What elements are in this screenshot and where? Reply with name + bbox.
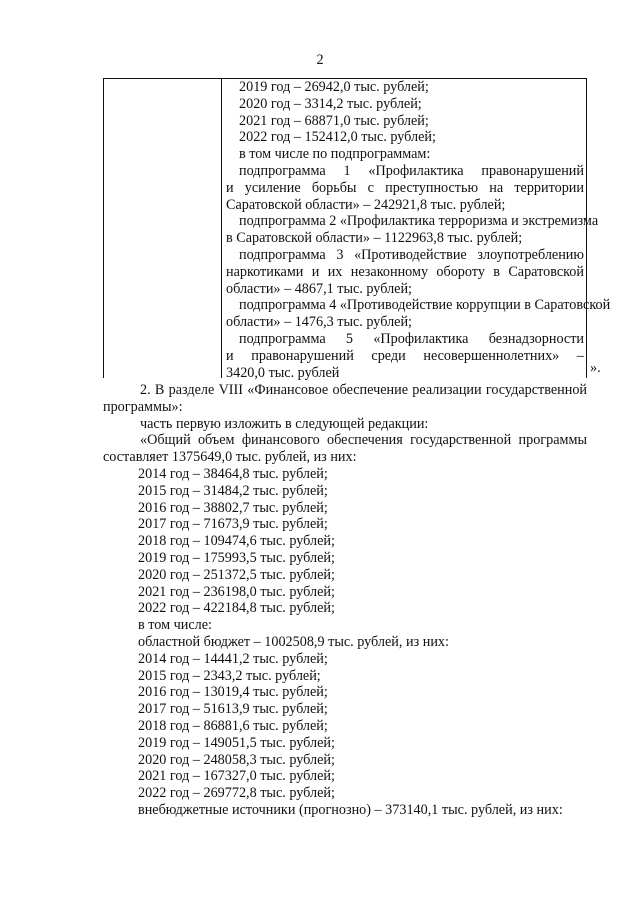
year-line: 2020 год – 3314,2 тыс. рублей; bbox=[239, 95, 422, 112]
total-line-cont: составляет 1375649,0 тыс. рублей, из них: bbox=[103, 449, 357, 466]
subprogram-3-line: наркотиками и их незаконному обороту в Саратовской bbox=[226, 263, 584, 280]
subprograms-intro: в том числе по подпрограммам: bbox=[239, 146, 431, 163]
subprogram-3-line: области» – 4867,1 тыс. рублей; bbox=[226, 280, 412, 297]
year-line: 2019 год – 26942,0 тыс. рублей; bbox=[239, 79, 429, 95]
subprogram-4-line: подпрограмма 4 «Противодействие коррупции в Саратовской bbox=[239, 297, 611, 314]
total-line: «Общий объем финансового обеспечения государственной программы bbox=[140, 432, 587, 449]
regional-year-line: 2015 год – 2343,2 тыс. рублей; bbox=[138, 667, 321, 684]
subprogram-1-line: Саратовской области» – 242921,8 тыс. рублей; bbox=[226, 196, 506, 213]
subprogram-2-line: подпрограмма 2 «Профилактика терроризма и экстремизма bbox=[239, 213, 599, 230]
subprogram-5-line: 3420,0 тыс. рублей bbox=[226, 364, 340, 381]
total-year-line: 2015 год – 31484,2 тыс. рублей; bbox=[138, 482, 328, 499]
regional-year-line: 2014 год – 14441,2 тыс. рублей; bbox=[138, 650, 328, 667]
extrabudget-line: внебюджетные источники (прогнозно) – 373140,1 тыс. рублей, из них: bbox=[138, 801, 563, 818]
funding-table bbox=[103, 78, 611, 381]
section-heading: 2. В разделе VIII «Финансовое обеспечение реализации государственной bbox=[140, 382, 587, 398]
table-right-cell bbox=[223, 79, 611, 381]
subprogram-3-line: подпрограмма 3 «Противодействие злоупотреблению bbox=[239, 246, 584, 263]
total-year-line: 2018 год – 109474,6 тыс. рублей; bbox=[138, 533, 335, 550]
regional-year-line: 2020 год – 248058,3 тыс. рублей; bbox=[138, 751, 335, 768]
year-line: 2021 год – 68871,0 тыс. рублей; bbox=[239, 112, 429, 129]
total-year-line: 2022 год – 422184,8 тыс. рублей; bbox=[138, 600, 335, 617]
document-body bbox=[103, 382, 587, 819]
total-year-line: 2014 год – 38464,8 тыс. рублей; bbox=[138, 465, 328, 482]
subprogram-1-line: и усиление борьбы с преступностью на территории bbox=[226, 179, 584, 196]
total-year-line: 2019 год – 175993,5 тыс. рублей; bbox=[138, 549, 335, 566]
subprogram-1-line: подпрограмма 1 «Профилактика правонарушений bbox=[239, 162, 584, 179]
subprogram-2-line: в Саратовской области» – 1122963,8 тыс. рублей; bbox=[226, 230, 523, 247]
closing-quote: ». bbox=[590, 360, 601, 376]
page-number: 2 bbox=[316, 52, 324, 68]
subprogram-4-line: области» – 1476,3 тыс. рублей; bbox=[226, 314, 412, 331]
total-year-line: 2017 год – 71673,9 тыс. рублей; bbox=[138, 516, 328, 533]
regional-year-line: 2016 год – 13019,4 тыс. рублей; bbox=[138, 684, 328, 701]
subprogram-5-line: подпрограмма 5 «Профилактика безнадзорности bbox=[239, 330, 584, 347]
regional-year-line: 2021 год – 167327,0 тыс. рублей; bbox=[138, 768, 335, 785]
instruction-line: часть первую изложить в следующей редакции: bbox=[140, 415, 429, 432]
table-column-divider bbox=[221, 79, 222, 378]
regional-budget-line: областной бюджет – 1002508,9 тыс. рублей, из них: bbox=[138, 633, 449, 650]
regional-year-line: 2018 год – 86881,6 тыс. рублей; bbox=[138, 717, 328, 734]
regional-year-line: 2022 год – 269772,8 тыс. рублей; bbox=[138, 785, 335, 802]
subprogram-5-line: и правонарушений среди несовершеннолетних» – bbox=[226, 347, 584, 364]
total-year-line: 2021 год – 236198,0 тыс. рублей; bbox=[138, 583, 335, 600]
section-heading-cont: программы»: bbox=[103, 398, 183, 415]
year-line: 2022 год – 152412,0 тыс. рублей; bbox=[239, 129, 436, 146]
regional-year-line: 2019 год – 149051,5 тыс. рублей; bbox=[138, 734, 335, 751]
regional-year-line: 2017 год – 51613,9 тыс. рублей; bbox=[138, 701, 328, 718]
including-line: в том числе: bbox=[138, 617, 212, 634]
total-year-line: 2020 год – 251372,5 тыс. рублей; bbox=[138, 566, 335, 583]
total-year-line: 2016 год – 38802,7 тыс. рублей; bbox=[138, 499, 328, 516]
